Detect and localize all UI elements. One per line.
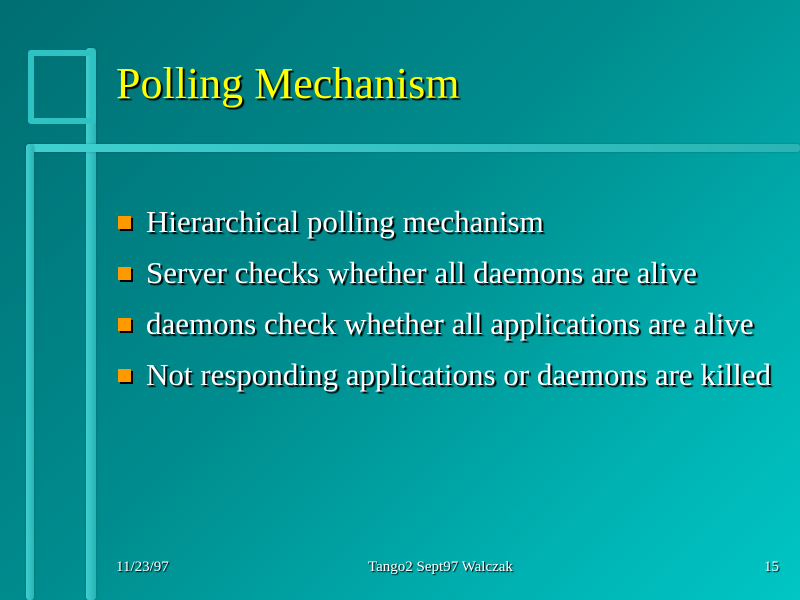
bullet-item — [116, 302, 786, 346]
bullet-text: Server checks whether all daemons are alive — [146, 255, 697, 290]
frame-horizontal-line — [26, 144, 800, 152]
bullet-text: daemons check whether all applications are alive — [146, 306, 754, 341]
footer-date: 11/23/97 — [116, 559, 169, 575]
bullet-item — [116, 200, 786, 244]
bullet-text: Hierarchical polling mechanism — [146, 204, 544, 239]
title-corner-box — [28, 50, 96, 124]
slide-title: Polling Mechanism — [116, 59, 460, 108]
square-bullet-icon — [118, 216, 131, 229]
frame-vertical-line — [86, 48, 96, 600]
bullet-item — [116, 251, 786, 295]
bullet-item — [116, 353, 786, 397]
square-bullet-icon — [118, 369, 131, 382]
bullet-list — [116, 200, 786, 404]
footer-center-text: Tango2 Sept97 Walczak — [368, 559, 513, 575]
footer-page-number: 15 — [764, 559, 779, 575]
square-bullet-icon — [118, 267, 131, 280]
frame-left-line — [26, 144, 34, 600]
bullet-text: Not responding applications or daemons are killed — [146, 357, 772, 392]
square-bullet-icon — [118, 318, 131, 331]
